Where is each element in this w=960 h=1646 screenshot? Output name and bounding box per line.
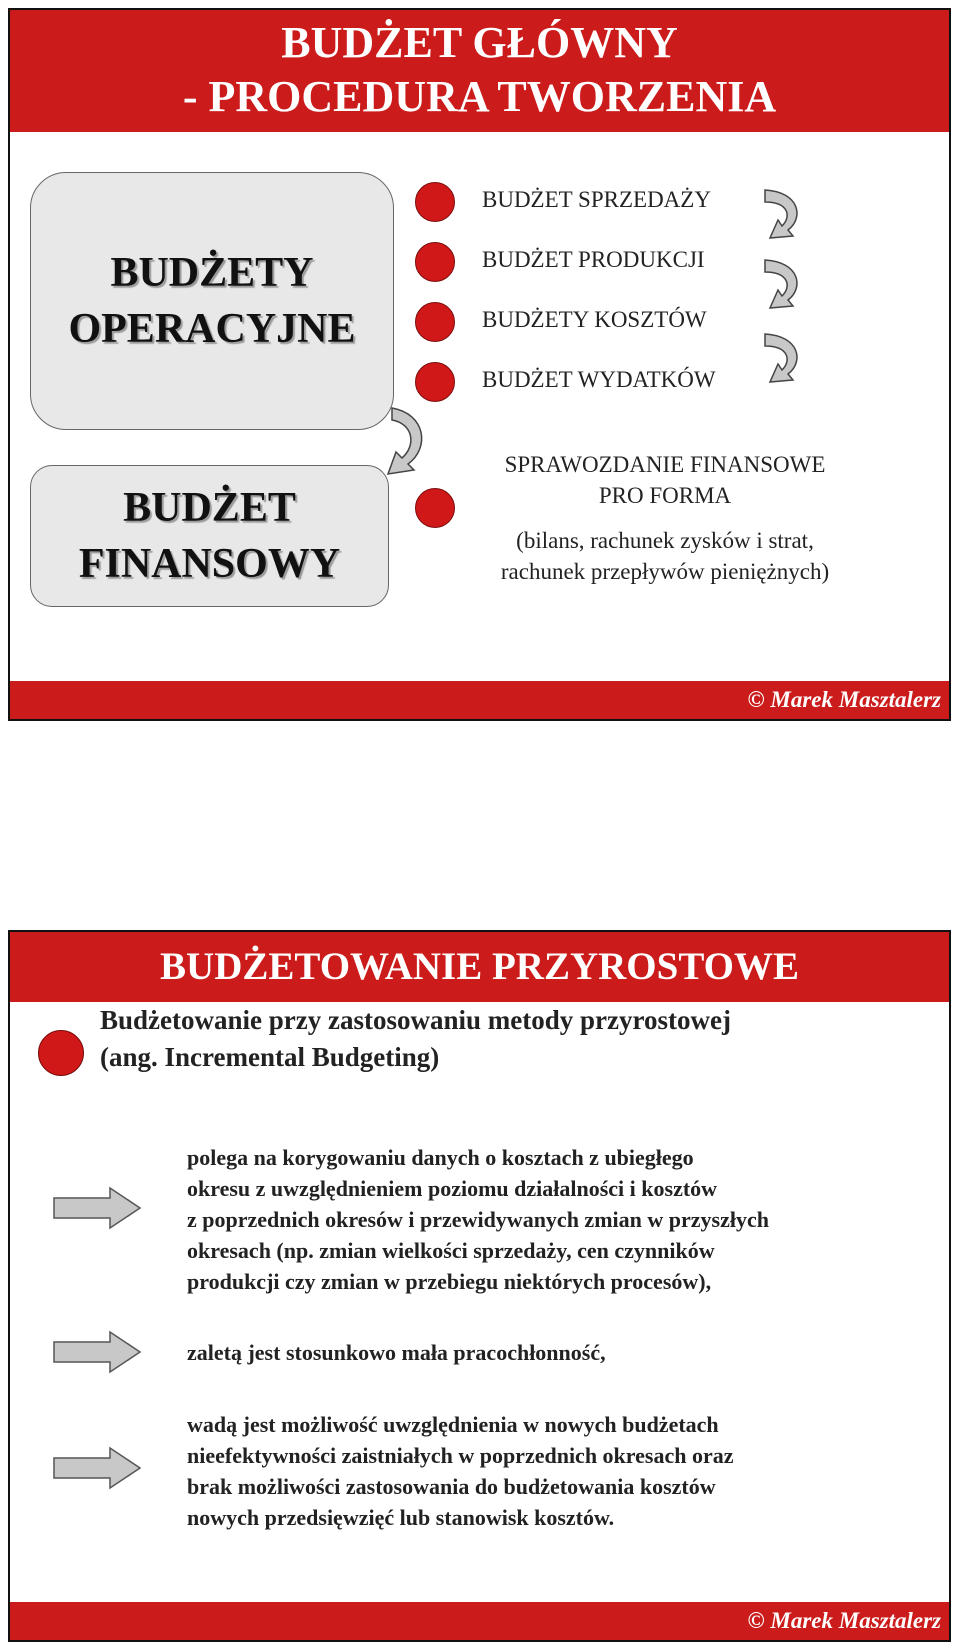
right-block-arrow-icon bbox=[52, 1330, 142, 1374]
item-budzety-kosztow: BUDŻETY KOSZTÓW bbox=[482, 307, 707, 332]
curved-down-arrow-icon bbox=[384, 404, 432, 484]
slide1-title-line2: - PROCEDURA TWORZENIA bbox=[182, 72, 777, 121]
item-budzet-wydatkow: BUDŻET WYDATKÓW bbox=[482, 367, 716, 392]
point1-line: okresach (np. zmian wielkości sprzedaży, cen czynników bbox=[187, 1238, 715, 1263]
point1-line: z poprzednich okresów i przewidywanych zmian w przyszłych bbox=[187, 1207, 769, 1232]
box-operacyjne-line2: OPERACYJNE bbox=[68, 306, 356, 352]
box-budzety-operacyjne bbox=[30, 172, 394, 430]
slide2-heading bbox=[100, 1002, 860, 1076]
sprawozdanie-line2: PRO FORMA bbox=[598, 483, 732, 508]
curved-down-arrow-icon bbox=[760, 256, 810, 318]
point-korygowanie bbox=[187, 1142, 887, 1297]
sprawozdanie-note-line2: rachunek przepływów pieniężnych) bbox=[500, 559, 830, 584]
item-budzet-sprzedazy: BUDŻET SPRZEDAŻY bbox=[482, 187, 711, 212]
curved-down-arrow-icon bbox=[760, 186, 810, 248]
bullet-icon bbox=[415, 362, 455, 402]
point-zaleta bbox=[187, 1337, 887, 1368]
bullet-icon bbox=[38, 1030, 84, 1076]
bullet-icon bbox=[415, 302, 455, 342]
point-wada bbox=[187, 1409, 887, 1533]
curved-down-arrow-icon bbox=[760, 330, 810, 392]
slide1-footer: © Marek Masztalerz bbox=[10, 681, 949, 719]
right-block-arrow-icon bbox=[52, 1186, 142, 1230]
sprawozdanie-finansowe bbox=[460, 449, 870, 511]
sprawozdanie-line1: SPRAWOZDANIE FINANSOWE bbox=[504, 452, 826, 477]
box-finansowy-line1: BUDŻET bbox=[123, 485, 296, 531]
sprawozdanie-note bbox=[460, 525, 870, 587]
box-budzet-finansowy bbox=[30, 465, 389, 607]
point1-line: okresu z uwzględnieniem poziomu działalności i kosztów bbox=[187, 1176, 718, 1201]
item-budzet-produkcji: BUDŻET PRODUKCJI bbox=[482, 247, 705, 272]
bullet-icon bbox=[415, 182, 455, 222]
sprawozdanie-note-line1: (bilans, rachunek zysków i strat, bbox=[516, 528, 814, 553]
point3-line: brak możliwości zastosowania do budżetowania kosztów bbox=[187, 1474, 716, 1499]
slide2-heading-line2: (ang. Incremental Budgeting) bbox=[100, 1042, 440, 1072]
slide2-footer: © Marek Masztalerz bbox=[10, 1602, 949, 1640]
right-block-arrow-icon bbox=[52, 1446, 142, 1490]
point3-line: nowych przedsięwzięć lub stanowisk kosztów. bbox=[187, 1505, 615, 1530]
point3-line: nieefektywności zaistniałych w poprzednich okresach oraz bbox=[187, 1443, 734, 1468]
box-operacyjne-line1: BUDŻETY bbox=[110, 250, 314, 296]
bullet-icon bbox=[415, 242, 455, 282]
point3-line: wadą jest możliwość uwzględnienia w nowych budżetach bbox=[187, 1412, 719, 1437]
slide2-title: BUDŻETOWANIE PRZYROSTOWE bbox=[10, 932, 949, 1002]
slide1-title-line1: BUDŻET GŁÓWNY bbox=[281, 18, 678, 67]
box-finansowy-line2: FINANSOWY bbox=[78, 541, 341, 587]
slide1-title bbox=[10, 10, 949, 132]
bullet-icon bbox=[415, 488, 455, 528]
point1-line: produkcji czy zmian w przebiegu niektórych procesów), bbox=[187, 1269, 712, 1294]
point1-line: polega na korygowaniu danych o kosztach z ubiegłego bbox=[187, 1145, 694, 1170]
point2-line: zaletą jest stosunkowo mała pracochłonność, bbox=[187, 1340, 606, 1365]
slide2-heading-line1: Budżetowanie przy zastosowaniu metody przyrostowej bbox=[100, 1005, 731, 1035]
